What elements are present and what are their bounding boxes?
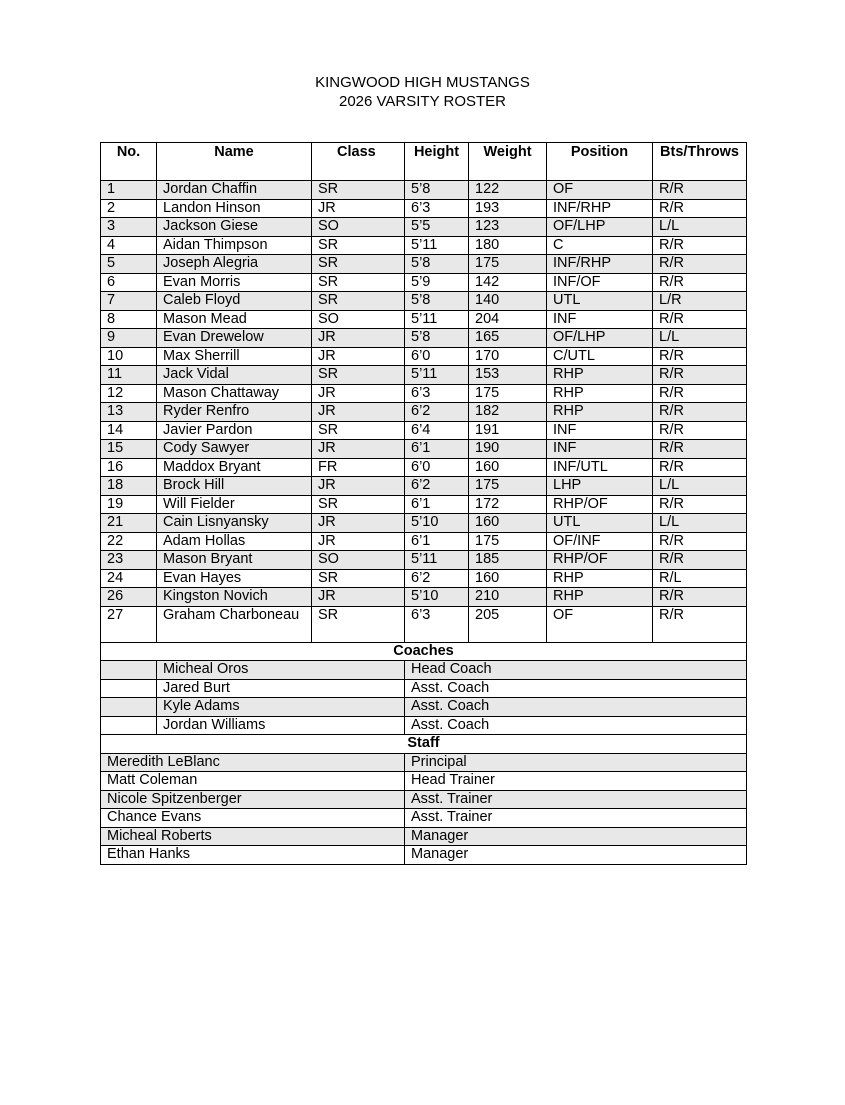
player-rows xyxy=(101,181,747,643)
table-row xyxy=(101,495,747,514)
player-weight: 160 xyxy=(469,458,547,477)
player-number: 21 xyxy=(101,514,157,533)
table-row xyxy=(101,458,747,477)
player-bats-throws: R/R xyxy=(653,458,747,477)
player-position: LHP xyxy=(547,477,653,496)
coach-name: Jared Burt xyxy=(157,679,405,698)
player-name: Max Sherrill xyxy=(157,347,312,366)
player-name: Aidan Thimpson xyxy=(157,236,312,255)
player-name: Maddox Bryant xyxy=(157,458,312,477)
player-position: OF/LHP xyxy=(547,218,653,237)
table-row xyxy=(101,255,747,274)
player-weight: 191 xyxy=(469,421,547,440)
coach-role: Asst. Coach xyxy=(405,679,747,698)
player-name: Evan Drewelow xyxy=(157,329,312,348)
player-position: RHP xyxy=(547,384,653,403)
player-class: JR xyxy=(312,329,405,348)
table-row xyxy=(101,477,747,496)
player-name: Landon Hinson xyxy=(157,199,312,218)
player-height: 6’2 xyxy=(405,477,469,496)
table-row xyxy=(101,310,747,329)
player-height: 6’2 xyxy=(405,569,469,588)
player-weight: 210 xyxy=(469,588,547,607)
table-row xyxy=(101,698,747,717)
player-name: Caleb Floyd xyxy=(157,292,312,311)
player-bats-throws: R/R xyxy=(653,440,747,459)
coach-blank-cell xyxy=(101,698,157,717)
player-number: 19 xyxy=(101,495,157,514)
table-row xyxy=(101,606,747,642)
player-name: Cain Lisnyansky xyxy=(157,514,312,533)
player-weight: 160 xyxy=(469,514,547,533)
table-row xyxy=(101,273,747,292)
player-weight: 153 xyxy=(469,366,547,385)
player-number: 9 xyxy=(101,329,157,348)
player-height: 5’11 xyxy=(405,236,469,255)
player-class: FR xyxy=(312,458,405,477)
table-row xyxy=(101,569,747,588)
player-class: JR xyxy=(312,532,405,551)
table-row xyxy=(101,384,747,403)
player-name: Brock Hill xyxy=(157,477,312,496)
player-class: SO xyxy=(312,310,405,329)
staff-role: Asst. Trainer xyxy=(405,809,747,828)
player-name: Adam Hollas xyxy=(157,532,312,551)
player-height: 6’2 xyxy=(405,403,469,422)
player-position: RHP xyxy=(547,588,653,607)
player-class: SR xyxy=(312,421,405,440)
player-name: Javier Pardon xyxy=(157,421,312,440)
player-position: OF xyxy=(547,606,653,642)
player-height: 5’8 xyxy=(405,292,469,311)
player-height: 5’5 xyxy=(405,218,469,237)
coach-name: Jordan Williams xyxy=(157,716,405,735)
player-class: SR xyxy=(312,495,405,514)
player-name: Ryder Renfro xyxy=(157,403,312,422)
player-weight: 142 xyxy=(469,273,547,292)
player-position: INF/RHP xyxy=(547,199,653,218)
player-weight: 185 xyxy=(469,551,547,570)
player-name: Joseph Alegria xyxy=(157,255,312,274)
player-height: 5’11 xyxy=(405,310,469,329)
player-number: 27 xyxy=(101,606,157,642)
player-number: 15 xyxy=(101,440,157,459)
player-number: 6 xyxy=(101,273,157,292)
player-bats-throws: L/L xyxy=(653,477,747,496)
player-bats-throws: R/R xyxy=(653,366,747,385)
player-name: Mason Bryant xyxy=(157,551,312,570)
player-position: UTL xyxy=(547,514,653,533)
player-number: 3 xyxy=(101,218,157,237)
player-class: SO xyxy=(312,218,405,237)
player-number: 10 xyxy=(101,347,157,366)
player-bats-throws: R/R xyxy=(653,495,747,514)
coach-name: Micheal Oros xyxy=(157,661,405,680)
player-position: UTL xyxy=(547,292,653,311)
player-class: SO xyxy=(312,551,405,570)
player-height: 6’3 xyxy=(405,199,469,218)
table-row xyxy=(101,218,747,237)
player-position: INF/RHP xyxy=(547,255,653,274)
staff-role: Asst. Trainer xyxy=(405,790,747,809)
coach-blank-cell xyxy=(101,661,157,680)
table-row xyxy=(101,588,747,607)
player-class: SR xyxy=(312,606,405,642)
coach-blank-cell xyxy=(101,679,157,698)
column-header-no: No. xyxy=(101,143,157,181)
table-row xyxy=(101,292,747,311)
player-position: C/UTL xyxy=(547,347,653,366)
player-height: 6’3 xyxy=(405,384,469,403)
player-bats-throws: L/L xyxy=(653,329,747,348)
player-bats-throws: R/R xyxy=(653,273,747,292)
staff-heading: Staff xyxy=(101,735,747,754)
player-class: SR xyxy=(312,181,405,200)
staff-name: Micheal Roberts xyxy=(101,827,405,846)
player-weight: 175 xyxy=(469,255,547,274)
player-class: SR xyxy=(312,273,405,292)
player-weight: 170 xyxy=(469,347,547,366)
staff-role: Manager xyxy=(405,846,747,865)
column-header-name: Name xyxy=(157,143,312,181)
coach-blank-cell xyxy=(101,716,157,735)
player-weight: 204 xyxy=(469,310,547,329)
player-number: 1 xyxy=(101,181,157,200)
column-header-bts-throws: Bts/Throws xyxy=(653,143,747,181)
player-bats-throws: L/L xyxy=(653,514,747,533)
player-position: RHP xyxy=(547,403,653,422)
player-bats-throws: R/R xyxy=(653,347,747,366)
player-weight: 190 xyxy=(469,440,547,459)
player-height: 6’4 xyxy=(405,421,469,440)
table-row xyxy=(101,403,747,422)
coach-rows xyxy=(101,642,747,735)
table-row xyxy=(101,440,747,459)
table-row xyxy=(101,846,747,865)
table-row xyxy=(101,347,747,366)
coach-name: Kyle Adams xyxy=(157,698,405,717)
player-class: JR xyxy=(312,199,405,218)
player-position: OF/INF xyxy=(547,532,653,551)
coach-role: Head Coach xyxy=(405,661,747,680)
player-bats-throws: R/R xyxy=(653,255,747,274)
player-class: JR xyxy=(312,347,405,366)
coach-role: Asst. Coach xyxy=(405,716,747,735)
player-bats-throws: R/R xyxy=(653,606,747,642)
table-row xyxy=(101,551,747,570)
player-bats-throws: L/R xyxy=(653,292,747,311)
player-position: C xyxy=(547,236,653,255)
table-row xyxy=(101,329,747,348)
table-row xyxy=(101,790,747,809)
player-bats-throws: R/R xyxy=(653,181,747,200)
player-position: OF xyxy=(547,181,653,200)
table-row xyxy=(101,716,747,735)
player-height: 5’9 xyxy=(405,273,469,292)
player-bats-throws: R/R xyxy=(653,199,747,218)
player-name: Jordan Chaffin xyxy=(157,181,312,200)
player-class: JR xyxy=(312,403,405,422)
player-height: 5’11 xyxy=(405,366,469,385)
player-weight: 160 xyxy=(469,569,547,588)
player-class: SR xyxy=(312,366,405,385)
player-number: 7 xyxy=(101,292,157,311)
player-weight: 175 xyxy=(469,384,547,403)
staff-name: Ethan Hanks xyxy=(101,846,405,865)
staff-role: Head Trainer xyxy=(405,772,747,791)
table-row xyxy=(101,181,747,200)
player-number: 12 xyxy=(101,384,157,403)
player-name: Jackson Giese xyxy=(157,218,312,237)
player-position: INF xyxy=(547,310,653,329)
player-name: Will Fielder xyxy=(157,495,312,514)
staff-role: Manager xyxy=(405,827,747,846)
column-header-weight: Weight xyxy=(469,143,547,181)
player-position: RHP/OF xyxy=(547,551,653,570)
column-header-height: Height xyxy=(405,143,469,181)
player-number: 14 xyxy=(101,421,157,440)
player-name: Evan Hayes xyxy=(157,569,312,588)
player-weight: 175 xyxy=(469,532,547,551)
staff-name: Chance Evans xyxy=(101,809,405,828)
player-number: 26 xyxy=(101,588,157,607)
player-number: 8 xyxy=(101,310,157,329)
player-name: Jack Vidal xyxy=(157,366,312,385)
column-header-class: Class xyxy=(312,143,405,181)
player-name: Mason Mead xyxy=(157,310,312,329)
table-row xyxy=(101,661,747,680)
player-bats-throws: R/R xyxy=(653,236,747,255)
player-number: 16 xyxy=(101,458,157,477)
staff-name: Meredith LeBlanc xyxy=(101,753,405,772)
table-header-row xyxy=(101,143,747,181)
table-row xyxy=(101,679,747,698)
table-row xyxy=(101,753,747,772)
staff-name: Nicole Spitzenberger xyxy=(101,790,405,809)
player-name: Kingston Novich xyxy=(157,588,312,607)
player-name: Mason Chattaway xyxy=(157,384,312,403)
roster-table xyxy=(100,142,747,865)
player-number: 11 xyxy=(101,366,157,385)
player-number: 24 xyxy=(101,569,157,588)
player-bats-throws: R/R xyxy=(653,310,747,329)
staff-heading-row xyxy=(101,735,747,754)
player-weight: 175 xyxy=(469,477,547,496)
player-height: 6’0 xyxy=(405,347,469,366)
coaches-heading: Coaches xyxy=(101,642,747,661)
player-class: SR xyxy=(312,292,405,311)
player-bats-throws: R/R xyxy=(653,384,747,403)
player-weight: 122 xyxy=(469,181,547,200)
player-number: 22 xyxy=(101,532,157,551)
roster-subtitle: 2026 VARSITY ROSTER xyxy=(338,93,506,110)
table-row xyxy=(101,421,747,440)
player-number: 13 xyxy=(101,403,157,422)
player-number: 2 xyxy=(101,199,157,218)
player-bats-throws: R/R xyxy=(653,551,747,570)
player-height: 6’1 xyxy=(405,440,469,459)
player-height: 5’8 xyxy=(405,255,469,274)
player-name: Cody Sawyer xyxy=(157,440,312,459)
table-row xyxy=(101,199,747,218)
player-number: 4 xyxy=(101,236,157,255)
player-height: 6’0 xyxy=(405,458,469,477)
player-bats-throws: R/R xyxy=(653,421,747,440)
table-row xyxy=(101,827,747,846)
player-bats-throws: R/R xyxy=(653,532,747,551)
staff-role: Principal xyxy=(405,753,747,772)
player-number: 18 xyxy=(101,477,157,496)
player-bats-throws: L/L xyxy=(653,218,747,237)
player-position: INF xyxy=(547,421,653,440)
staff-rows xyxy=(101,735,747,865)
player-name: Evan Morris xyxy=(157,273,312,292)
player-height: 5’8 xyxy=(405,329,469,348)
player-height: 6’1 xyxy=(405,495,469,514)
coaches-heading-row xyxy=(101,642,747,661)
player-height: 5’8 xyxy=(405,181,469,200)
player-height: 6’3 xyxy=(405,606,469,642)
staff-name: Matt Coleman xyxy=(101,772,405,791)
player-position: RHP xyxy=(547,366,653,385)
player-position: INF/OF xyxy=(547,273,653,292)
player-weight: 123 xyxy=(469,218,547,237)
player-bats-throws: R/L xyxy=(653,569,747,588)
roster-title: KINGWOOD HIGH MUSTANGS xyxy=(315,74,530,91)
player-position: RHP/OF xyxy=(547,495,653,514)
player-class: JR xyxy=(312,514,405,533)
player-class: SR xyxy=(312,569,405,588)
player-height: 6’1 xyxy=(405,532,469,551)
table-row xyxy=(101,366,747,385)
player-height: 5’10 xyxy=(405,588,469,607)
player-position: RHP xyxy=(547,569,653,588)
column-header-position: Position xyxy=(547,143,653,181)
player-name: Graham Charboneau xyxy=(157,606,312,642)
player-height: 5’10 xyxy=(405,514,469,533)
player-class: SR xyxy=(312,255,405,274)
player-number: 23 xyxy=(101,551,157,570)
table-row xyxy=(101,772,747,791)
player-weight: 205 xyxy=(469,606,547,642)
player-weight: 172 xyxy=(469,495,547,514)
player-bats-throws: R/R xyxy=(653,403,747,422)
table-row xyxy=(101,236,747,255)
player-class: JR xyxy=(312,440,405,459)
player-class: JR xyxy=(312,477,405,496)
table-row xyxy=(101,514,747,533)
player-weight: 140 xyxy=(469,292,547,311)
player-weight: 182 xyxy=(469,403,547,422)
player-class: SR xyxy=(312,236,405,255)
table-row xyxy=(101,532,747,551)
player-position: OF/LHP xyxy=(547,329,653,348)
player-weight: 180 xyxy=(469,236,547,255)
player-position: INF/UTL xyxy=(547,458,653,477)
player-weight: 193 xyxy=(469,199,547,218)
player-weight: 165 xyxy=(469,329,547,348)
player-position: INF xyxy=(547,440,653,459)
player-bats-throws: R/R xyxy=(653,588,747,607)
player-height: 5’11 xyxy=(405,551,469,570)
coach-role: Asst. Coach xyxy=(405,698,747,717)
player-class: JR xyxy=(312,384,405,403)
table-row xyxy=(101,809,747,828)
player-number: 5 xyxy=(101,255,157,274)
player-class: JR xyxy=(312,588,405,607)
